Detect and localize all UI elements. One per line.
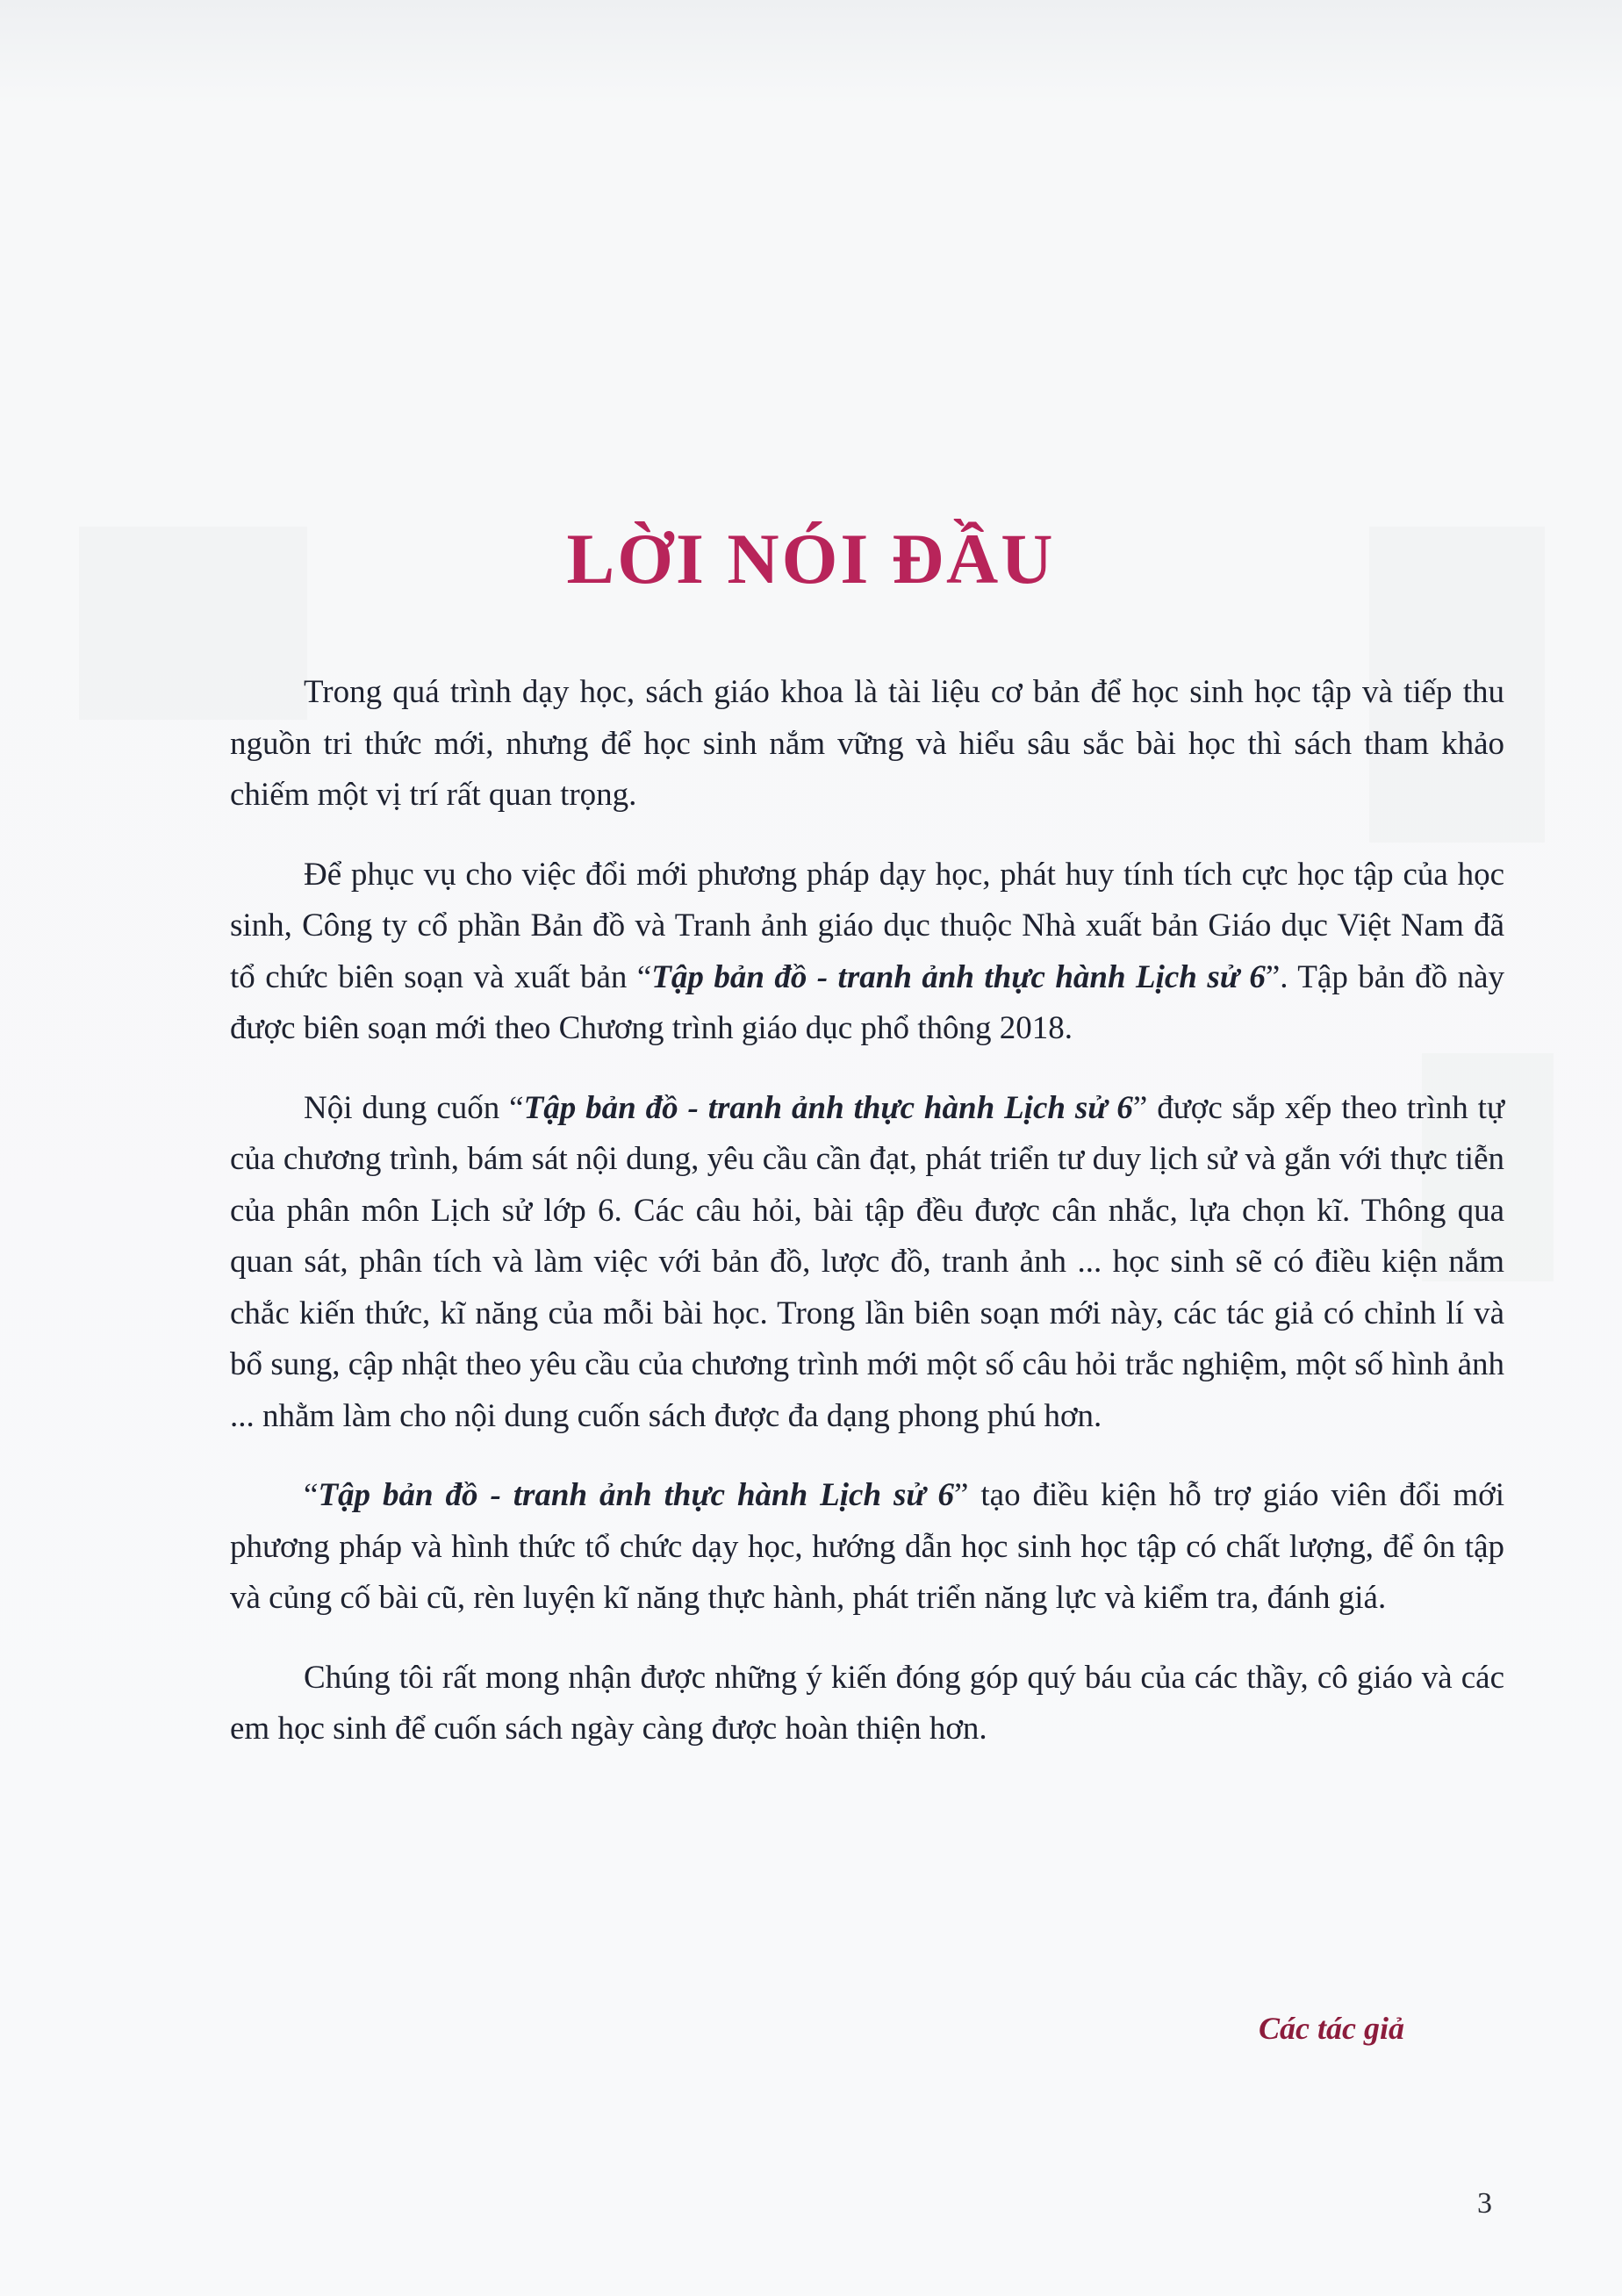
page-number: 3: [1477, 2187, 1492, 2220]
page-title: LỜI NÓI ĐẦU: [566, 519, 1056, 599]
paragraph: [230, 1470, 1504, 1625]
paragraph-text: Chúng tôi rất mong nhận được những ý kiến đóng góp quý báu của các thầy, cô giáo và các em học sinh để cuốn sách ngày càng được hoàn thiện hơn.: [230, 1659, 1504, 1747]
paragraph-text: Nội dung cuốn “: [304, 1089, 524, 1126]
paragraph: [230, 1083, 1504, 1443]
book-title-emphasis: Tập bản đồ - tranh ảnh thực hành Lịch sử 6: [651, 958, 1266, 995]
paragraph-text: “: [304, 1477, 319, 1513]
book-title-emphasis: Tập bản đồ - tranh ảnh thực hành Lịch sử 6: [523, 1089, 1133, 1126]
paragraph-text: ”. Tập bản đồ này được biên soạn mới theo Chương trình giáo dục phổ thông 2018.: [230, 958, 1504, 1046]
paragraph: [230, 850, 1504, 1055]
paragraph-text: ” tạo điều kiện hỗ trợ giáo viên đổi mới phương pháp và hình thức tổ chức dạy học, hướng dẫn học sinh học tập có chất lượng, để ôn tập và củng cố bài cũ, rèn luyện kĩ năng thực hành, phát triển năng lực và kiểm tra, đánh giá.: [230, 1477, 1504, 1616]
book-title-emphasis: Tập bản đồ - tranh ảnh thực hành Lịch sử 6: [318, 1477, 954, 1513]
paragraph: [230, 667, 1504, 822]
paragraph-text: Trong quá trình dạy học, sách giáo khoa là tài liệu cơ bản để học sinh học tập và tiếp thu nguồn tri thức mới, nhưng để học sinh nắm vững và hiểu sâu sắc bài học thì sách tham khảo chiếm một vị trí rất quan trọng.: [230, 674, 1504, 813]
paragraph-text: Để phục vụ cho việc đổi mới phương pháp dạy học, phát huy tính tích cực học tập của học sinh, Công ty cổ phần Bản đồ và Tranh ảnh giáo dục thuộc Nhà xuất bản Giáo dục Việt Nam đã tổ chức biên soạn và xuất bản “: [230, 856, 1504, 995]
paragraph: [230, 1653, 1504, 1755]
paragraph-text: ” được sắp xếp theo trình tự của chương trình, bám sát nội dung, yêu cầu cần đạt, phát triển tư duy lịch sử và gắn với thực tiễn của phân môn Lịch sử lớp 6. Các câu hỏi, bài tập đều được cân nhắc, lựa chọn kĩ. Thông qua quan sát, phân tích và làm việc với bản đồ, lược đồ, tranh ảnh ... học sinh sẽ có điều kiện nắm chắc kiến thức, kĩ năng của mỗi bài học. Trong lần biên soạn mới này, các tác giả có chỉnh lí và bổ sung, cập nhật theo yêu cầu của chương trình mới một số câu hỏi trắc nghiệm, một số hình ảnh ... nhằm làm cho nội dung cuốn sách được đa dạng phong phú hơn.: [230, 1089, 1504, 1434]
author-signature: Các tác giả: [1259, 2011, 1404, 2046]
preface-body: [230, 667, 1504, 1783]
